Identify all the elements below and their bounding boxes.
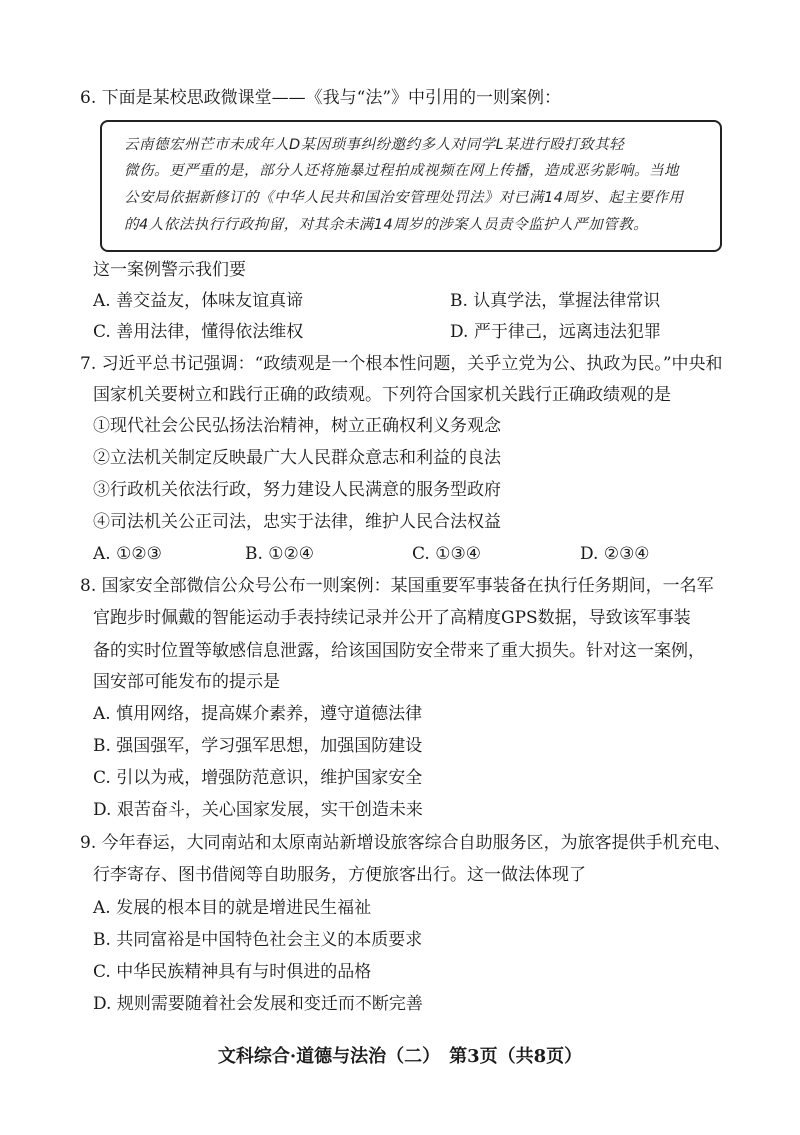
- q7-item-3: ③行政机关依法行政，努力建设人民满意的服务型政府: [93, 480, 501, 500]
- case-line-2: 微伤。更严重的是，部分人还将施暴过程拍成视频在网上传播，造成恶劣影响。当地: [124, 163, 679, 179]
- q7-option-c: C. ①③④: [412, 544, 481, 564]
- q7-stem-line-2: 国家机关要树立和践行正确的政绩观。下列符合国家机关践行正确政绩观的是: [93, 385, 671, 405]
- q6-option-a: A. 善交益友，体味友谊真谛: [93, 291, 304, 311]
- q7-item-1: ①现代社会公民弘扬法治精神，树立正确权利义务观念: [93, 416, 501, 436]
- q9-option-c: C. 中华民族精神具有与时俱进的品格: [93, 962, 372, 982]
- page-footer: 文科综合·道德与法治（二） 第3页（共8页）: [217, 1046, 583, 1067]
- q6-prompt: 这一案例警示我们要: [93, 260, 246, 280]
- q7-item-4: ④司法机关公正司法，忠实于法律，维护人民合法权益: [93, 512, 501, 532]
- q8-stem-line-3: 备的实时位置等敏感信息泄露，给该国国防安全带来了重大损失。针对这一案例，: [93, 641, 705, 661]
- q8-option-b: B. 强国强军，学习强军思想，加强国防建设: [93, 736, 423, 756]
- q7-option-d: D. ②③④: [580, 544, 650, 564]
- q8-stem-line-2: 官跑步时佩戴的智能运动手表持续记录并公开了高精度GPS数据，导致该军事装: [93, 608, 691, 628]
- q8-stem-line-1: 8. 国家安全部微信公众号公布一则案例：某国重要军事装备在执行任务期间，一名军: [80, 576, 714, 596]
- q6-option-c: C. 善用法律，懂得依法维权: [93, 322, 304, 342]
- q8-stem-line-4: 国安部可能发布的提示是: [93, 672, 280, 692]
- q9-stem-line-1: 9. 今年春运，大同南站和太原南站新增设旅客综合自助服务区，为旅客提供手机充电、: [80, 833, 731, 853]
- q7-stem-line-1: 7. 习近平总书记强调：“政绩观是一个根本性问题，关乎立党为公、执政为民。”中央和: [80, 354, 723, 374]
- q6-stem: 6. 下面是某校思政微课堂——《我与“法”》中引用的一则案例：: [80, 88, 562, 108]
- q9-option-a: A. 发展的根本目的就是增进民生福祉: [93, 898, 372, 918]
- q8-option-a: A. 慎用网络，提高媒介素养，遵守道德法律: [93, 704, 423, 724]
- case-line-4: 的4人依法执行行政拘留，对其余未满14周岁的涉案人员责令监护人严加管教。: [124, 217, 649, 233]
- case-box: [100, 120, 722, 252]
- case-line-1: 云南德宏州芒市未成年人D某因琐事纠纷邀约多人对同学L某进行殴打致其轻: [124, 137, 625, 153]
- q6-option-d: D. 严于律己，远离违法犯罪: [450, 322, 661, 342]
- q8-option-d: D. 艰苦奋斗，关心国家发展，实干创造未来: [93, 800, 423, 820]
- q7-option-b: B. ①②④: [245, 544, 315, 564]
- q9-stem-line-2: 行李寄存、图书借阅等自助服务，方便旅客出行。这一做法体现了: [93, 865, 586, 885]
- case-line-3: 公安局依据新修订的《中华人民共和国治安管理处罚法》对已满14周岁、起主要作用: [124, 190, 684, 206]
- q6-option-b: B. 认真学法，掌握法律常识: [450, 291, 661, 311]
- q9-option-b: B. 共同富裕是中国特色社会主义的本质要求: [93, 930, 423, 950]
- q9-option-d: D. 规则需要随着社会发展和变迁而不断完善: [93, 994, 423, 1014]
- q7-item-2: ②立法机关制定反映最广大人民群众意志和利益的良法: [93, 448, 501, 468]
- q8-option-c: C. 引以为戒，增强防范意识，维护国家安全: [93, 768, 423, 788]
- q7-option-a: A. ①②③: [93, 544, 162, 564]
